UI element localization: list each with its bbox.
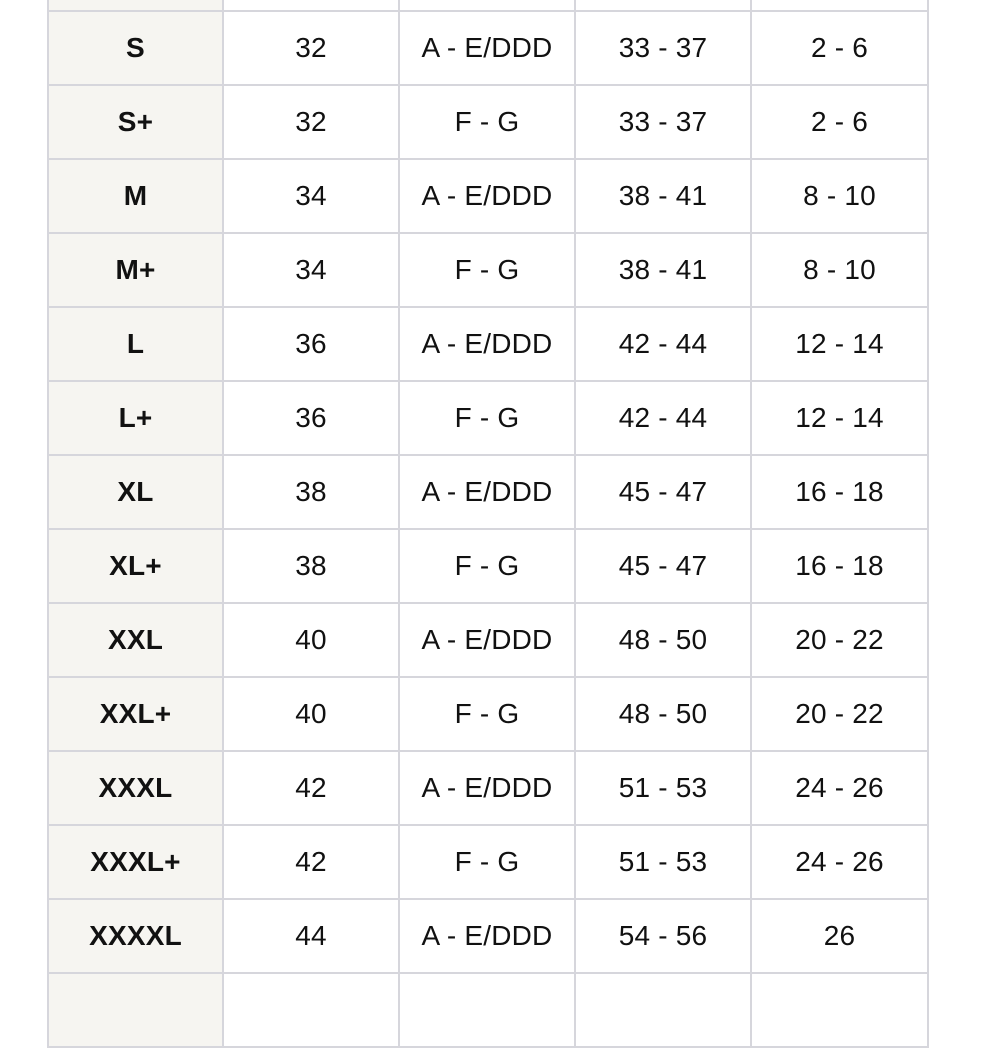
cup-cell: F - G — [399, 85, 575, 159]
size-cell: XL+ — [48, 529, 223, 603]
dress-size-cell: 12 - 14 — [751, 381, 928, 455]
band-cell — [223, 0, 399, 11]
bust-cell: 48 - 50 — [575, 677, 751, 751]
size-cell: L — [48, 307, 223, 381]
cup-cell: F - G — [399, 825, 575, 899]
band-cell — [223, 973, 399, 1047]
bust-cell: 54 - 56 — [575, 899, 751, 973]
dress-size-cell: 24 - 26 — [751, 751, 928, 825]
table-row — [48, 825, 928, 899]
bust-cell: 38 - 41 — [575, 233, 751, 307]
band-cell: 34 — [223, 233, 399, 307]
size-chart-container — [47, 0, 927, 1048]
table-row — [48, 455, 928, 529]
dress-size-cell: 26 — [751, 899, 928, 973]
bust-cell: 51 - 53 — [575, 825, 751, 899]
cup-cell: A - E/DDD — [399, 899, 575, 973]
dress-size-cell: 2 - 6 — [751, 11, 928, 85]
table-row — [48, 899, 928, 973]
bust-cell — [575, 973, 751, 1047]
band-cell: 32 — [223, 11, 399, 85]
dress-size-cell: 12 - 14 — [751, 307, 928, 381]
dress-size-cell: 2 - 6 — [751, 85, 928, 159]
size-cell: XXL+ — [48, 677, 223, 751]
band-cell: 40 — [223, 677, 399, 751]
dress-size-cell: 16 - 18 — [751, 529, 928, 603]
bust-cell — [575, 0, 751, 11]
table-row — [48, 603, 928, 677]
size-cell: M+ — [48, 233, 223, 307]
cup-cell: A - E/DDD — [399, 603, 575, 677]
bust-cell: 33 - 37 — [575, 11, 751, 85]
band-cell: 36 — [223, 307, 399, 381]
dress-size-cell — [751, 0, 928, 11]
cup-cell: A - E/DDD — [399, 159, 575, 233]
cup-cell: A - E/DDD — [399, 455, 575, 529]
cup-cell — [399, 973, 575, 1047]
cup-cell: A - E/DDD — [399, 751, 575, 825]
size-cell — [48, 0, 223, 11]
table-row — [48, 85, 928, 159]
table-row — [48, 973, 928, 1047]
band-cell: 44 — [223, 899, 399, 973]
cup-cell: F - G — [399, 677, 575, 751]
bust-cell: 42 - 44 — [575, 307, 751, 381]
size-cell: XXXL — [48, 751, 223, 825]
dress-size-cell: 16 - 18 — [751, 455, 928, 529]
table-row — [48, 307, 928, 381]
table-row — [48, 11, 928, 85]
bust-cell: 38 - 41 — [575, 159, 751, 233]
dress-size-cell: 8 - 10 — [751, 159, 928, 233]
table-row — [48, 677, 928, 751]
band-cell: 38 — [223, 529, 399, 603]
size-cell: XXL — [48, 603, 223, 677]
bust-cell: 51 - 53 — [575, 751, 751, 825]
cup-cell: A - E/DDD — [399, 307, 575, 381]
bust-cell: 45 - 47 — [575, 529, 751, 603]
size-cell: S+ — [48, 85, 223, 159]
size-cell — [48, 973, 223, 1047]
table-row — [48, 751, 928, 825]
band-cell: 34 — [223, 159, 399, 233]
band-cell: 36 — [223, 381, 399, 455]
size-chart-table — [47, 0, 929, 1048]
band-cell: 38 — [223, 455, 399, 529]
band-cell: 32 — [223, 85, 399, 159]
cup-cell: A - E/DDD — [399, 11, 575, 85]
band-cell: 42 — [223, 751, 399, 825]
bust-cell: 45 - 47 — [575, 455, 751, 529]
cup-cell: F - G — [399, 529, 575, 603]
dress-size-cell: 24 - 26 — [751, 825, 928, 899]
bust-cell: 33 - 37 — [575, 85, 751, 159]
dress-size-cell: 8 - 10 — [751, 233, 928, 307]
band-cell: 42 — [223, 825, 399, 899]
size-cell: XL — [48, 455, 223, 529]
bust-cell: 48 - 50 — [575, 603, 751, 677]
table-row — [48, 0, 928, 11]
cup-cell: F - G — [399, 381, 575, 455]
dress-size-cell: 20 - 22 — [751, 603, 928, 677]
size-cell: L+ — [48, 381, 223, 455]
bust-cell: 42 - 44 — [575, 381, 751, 455]
band-cell: 40 — [223, 603, 399, 677]
size-cell: S — [48, 11, 223, 85]
dress-size-cell: 20 - 22 — [751, 677, 928, 751]
table-row — [48, 233, 928, 307]
size-cell: XXXL+ — [48, 825, 223, 899]
size-cell: M — [48, 159, 223, 233]
table-row — [48, 159, 928, 233]
size-cell: XXXXL — [48, 899, 223, 973]
cup-cell: F - G — [399, 233, 575, 307]
table-row — [48, 529, 928, 603]
cup-cell — [399, 0, 575, 11]
dress-size-cell — [751, 973, 928, 1047]
table-row — [48, 381, 928, 455]
